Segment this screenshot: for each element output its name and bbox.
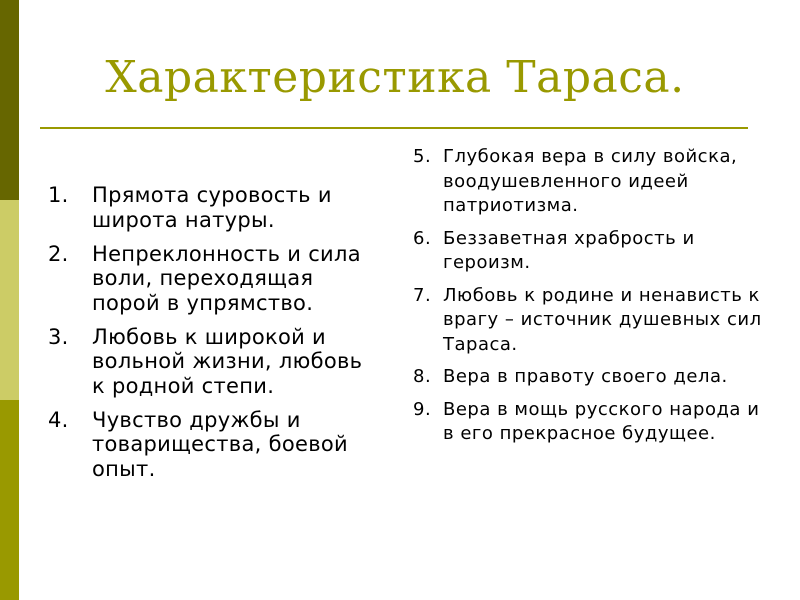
list-item — [48, 183, 378, 232]
list-item-number: 4. — [48, 407, 69, 432]
side-bar-segment-dark — [0, 0, 19, 200]
list-item — [413, 365, 763, 390]
list-item — [48, 242, 378, 316]
list-item — [413, 284, 763, 358]
list-item-text: Беззаветная храбрость и героизм. — [443, 227, 695, 273]
list-item-text: Чувство дружбы и товарищества, боевой опыт. — [92, 407, 348, 481]
list-item-number: 7. — [413, 284, 432, 306]
traits-list-right — [413, 145, 763, 455]
list-item-text: Любовь к широкой и вольной жизни, любовь к родной степи. — [92, 324, 363, 398]
list-item-number: 8. — [413, 366, 432, 387]
list-item-text: Глубокая вера в силу войска, воодушевленного идеей патриотизма. — [443, 146, 738, 216]
list-item-text: Непреклонность и сила воли, переходящая порой в упрямство. — [92, 241, 361, 315]
side-decoration-bar — [0, 0, 19, 600]
list-item-text: Вера в правоту своего дела. — [443, 366, 728, 387]
list-item-text: Прямота суровость и широта натуры. — [92, 183, 332, 232]
list-item-number: 5. — [413, 146, 432, 167]
list-item-text: Любовь к родине и ненависть к врагу – источник душевных сил Тараса. — [443, 284, 762, 355]
list-item-number: 1. — [48, 183, 69, 207]
list-item-number: 9. — [413, 398, 432, 420]
side-bar-segment-light — [0, 200, 19, 400]
list-item — [413, 227, 763, 276]
side-bar-segment-medium — [0, 400, 19, 600]
list-item-number: 3. — [48, 324, 69, 349]
list-item-text: Вера в мощь русского народа и в его прекрасное будущее. — [443, 398, 760, 444]
slide-title: Характеристика Тараса. — [105, 52, 685, 103]
title-divider — [40, 127, 748, 129]
list-item-number: 2. — [48, 241, 69, 266]
list-item — [48, 325, 378, 399]
traits-list-left — [48, 183, 378, 491]
list-item — [413, 145, 763, 219]
list-item — [413, 398, 763, 447]
list-item-number: 6. — [413, 227, 432, 249]
list-item — [48, 408, 378, 482]
